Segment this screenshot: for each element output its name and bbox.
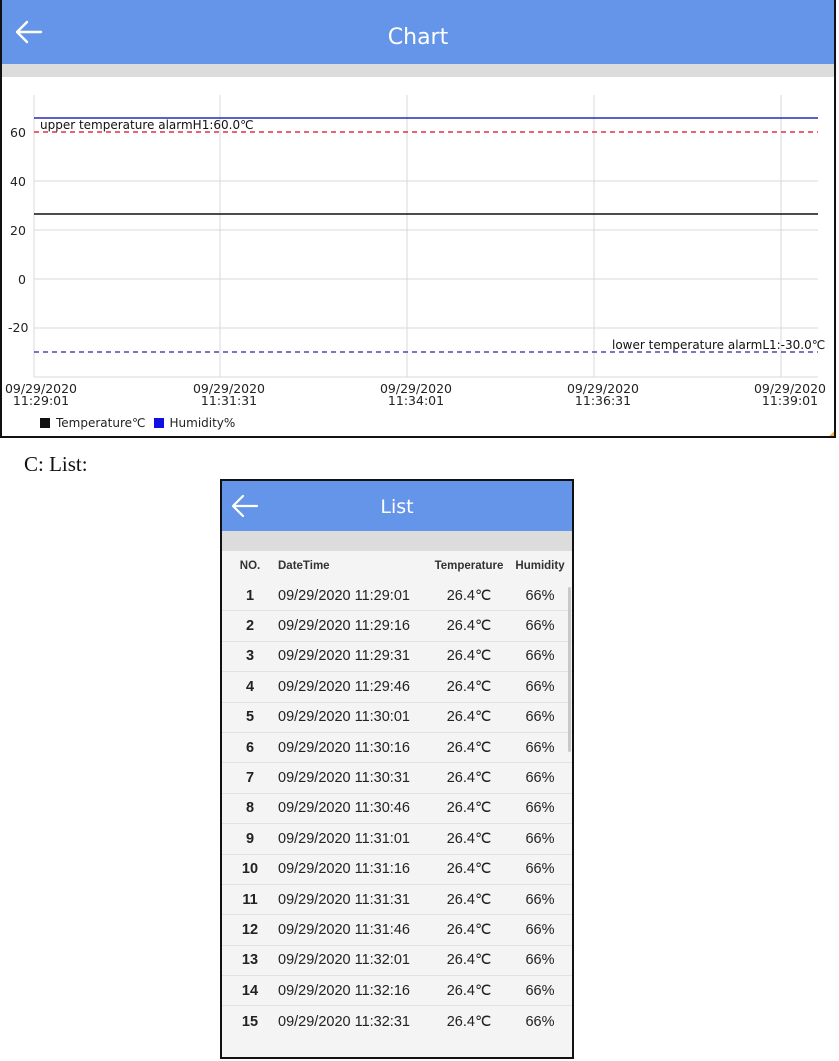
y-tick-0: 0 xyxy=(18,272,26,287)
table-row[interactable] xyxy=(222,824,572,854)
section-caption: C: List: xyxy=(24,452,88,476)
cell-humidity: 66% xyxy=(525,800,555,817)
legend-label: Temperature℃ xyxy=(56,416,146,430)
x-tick xyxy=(558,383,648,407)
cell-no: 15 xyxy=(241,1013,259,1030)
cell-no: 6 xyxy=(245,739,255,756)
table-row[interactable] xyxy=(222,763,572,793)
cell-no: 8 xyxy=(245,800,255,817)
legend-swatch-humidity xyxy=(154,418,164,428)
cell-datetime: 09/29/2020 11:30:01 xyxy=(278,709,410,726)
page-title: List xyxy=(380,496,414,518)
lower-alarm-label: lower temperature alarmL1:-30.0℃ xyxy=(612,338,826,352)
cell-temperature: 26.4℃ xyxy=(446,587,492,604)
cell-datetime: 09/29/2020 11:32:31 xyxy=(278,1013,410,1030)
x-tick-date: 09/29/2020 xyxy=(566,381,640,396)
cell-temperature: 26.4℃ xyxy=(446,1013,492,1030)
cell-temperature: 26.4℃ xyxy=(446,891,492,908)
table-body xyxy=(222,581,572,1037)
x-tick-date: 09/29/2020 xyxy=(192,381,266,396)
divider-band xyxy=(2,64,834,77)
table-header xyxy=(222,551,572,581)
cell-humidity: 66% xyxy=(525,648,555,665)
cell-datetime: 09/29/2020 11:31:01 xyxy=(278,830,410,847)
cell-no: 12 xyxy=(241,921,259,938)
cell-no: 10 xyxy=(241,861,259,878)
table-row[interactable] xyxy=(222,855,572,885)
cell-datetime: 09/29/2020 11:29:01 xyxy=(278,587,410,604)
y-tick-40: 40 xyxy=(10,174,26,189)
cell-temperature: 26.4℃ xyxy=(446,830,492,847)
cell-humidity: 66% xyxy=(525,952,555,969)
cell-humidity: 66% xyxy=(525,770,555,787)
cell-humidity: 66% xyxy=(525,739,555,756)
legend-label: Humidity% xyxy=(169,416,236,430)
cell-datetime: 09/29/2020 11:29:31 xyxy=(278,648,410,665)
cell-no: 9 xyxy=(245,830,255,847)
x-tick-time: 11:34:01 xyxy=(387,393,445,408)
x-tick xyxy=(0,383,86,407)
cell-datetime: 09/29/2020 11:30:31 xyxy=(278,770,410,787)
x-tick-time: 11:29:01 xyxy=(12,393,70,408)
cell-datetime: 09/29/2020 11:31:16 xyxy=(278,861,410,878)
list-app-bar xyxy=(222,481,572,531)
cell-datetime: 09/29/2020 11:32:01 xyxy=(278,952,410,969)
legend-item-humidity[interactable] xyxy=(154,416,236,430)
y-tick-20: 20 xyxy=(10,223,26,238)
cell-temperature: 26.4℃ xyxy=(446,770,492,787)
page-title: Chart xyxy=(387,25,449,50)
table-row[interactable] xyxy=(222,794,572,824)
y-tick-60: 60 xyxy=(10,125,26,140)
table-row[interactable] xyxy=(222,642,572,672)
cell-datetime: 09/29/2020 11:31:31 xyxy=(278,891,410,908)
cell-humidity: 66% xyxy=(525,618,555,635)
column-header-humidity[interactable]: Humidity xyxy=(515,560,565,572)
cell-datetime: 09/29/2020 11:30:16 xyxy=(278,739,410,756)
cell-temperature: 26.4℃ xyxy=(446,648,492,665)
legend-item-temperature[interactable] xyxy=(40,416,146,430)
chart-screen xyxy=(0,0,836,438)
cell-humidity: 66% xyxy=(525,1013,555,1030)
cell-temperature: 26.4℃ xyxy=(446,952,492,969)
table-row[interactable] xyxy=(222,703,572,733)
cell-humidity: 66% xyxy=(525,982,555,999)
line-chart[interactable] xyxy=(2,77,836,438)
column-header-temperature[interactable]: Temperature xyxy=(434,560,504,572)
x-tick-date: 09/29/2020 xyxy=(379,381,453,396)
cell-no: 3 xyxy=(245,648,255,665)
table-row[interactable] xyxy=(222,1006,572,1036)
cell-datetime: 09/29/2020 11:31:46 xyxy=(278,921,410,938)
cell-no: 11 xyxy=(242,891,258,908)
divider-band xyxy=(222,531,572,551)
table-row[interactable] xyxy=(222,915,572,945)
y-tick-minus-20: -20 xyxy=(8,320,29,335)
cell-humidity: 66% xyxy=(525,861,555,878)
cell-temperature: 26.4℃ xyxy=(446,861,492,878)
x-tick xyxy=(371,383,461,407)
cell-temperature: 26.4℃ xyxy=(446,800,492,817)
cell-temperature: 26.4℃ xyxy=(446,678,492,695)
x-tick-date: 09/29/2020 xyxy=(4,381,78,396)
x-tick-date: 09/29/2020 xyxy=(753,381,827,396)
chart-legend xyxy=(40,416,243,430)
cell-datetime: 09/29/2020 11:32:16 xyxy=(278,982,410,999)
x-tick-time: 11:39:01 xyxy=(761,393,819,408)
chart-app-bar xyxy=(2,0,834,64)
cell-no: 5 xyxy=(245,709,255,726)
cell-humidity: 66% xyxy=(525,587,555,604)
x-tick-time: 11:31:31 xyxy=(200,393,258,408)
cell-no: 14 xyxy=(241,982,259,999)
cell-datetime: 09/29/2020 11:29:16 xyxy=(278,618,410,635)
cell-humidity: 66% xyxy=(525,830,555,847)
table-row[interactable] xyxy=(222,611,572,641)
cell-temperature: 26.4℃ xyxy=(446,709,492,726)
cell-temperature: 26.4℃ xyxy=(446,618,492,635)
cell-no: 4 xyxy=(245,678,255,695)
cell-temperature: 26.4℃ xyxy=(446,739,492,756)
list-scrollbar[interactable] xyxy=(568,587,571,752)
cell-datetime: 09/29/2020 11:30:46 xyxy=(278,800,410,817)
table-row[interactable] xyxy=(222,733,572,763)
table-row[interactable] xyxy=(222,946,572,976)
cell-humidity: 66% xyxy=(525,921,555,938)
cell-no: 13 xyxy=(241,952,259,969)
x-tick xyxy=(184,383,274,407)
table-row[interactable] xyxy=(222,885,572,915)
table-row[interactable] xyxy=(222,672,572,702)
cell-no: 2 xyxy=(245,618,255,635)
upper-alarm-label: upper temperature alarmH1:60.0℃ xyxy=(40,118,254,132)
x-tick xyxy=(745,383,835,407)
cell-no: 7 xyxy=(245,770,255,787)
cell-humidity: 66% xyxy=(525,678,555,695)
cell-temperature: 26.4℃ xyxy=(446,982,492,999)
column-header-datetime[interactable]: DateTime xyxy=(278,560,330,572)
x-tick-time: 11:36:31 xyxy=(574,393,632,408)
cell-humidity: 66% xyxy=(525,709,555,726)
list-screen xyxy=(220,479,574,1059)
corner-decoration xyxy=(824,426,836,438)
table-row[interactable] xyxy=(222,581,572,611)
cell-temperature: 26.4℃ xyxy=(446,921,492,938)
table-row[interactable] xyxy=(222,976,572,1006)
cell-humidity: 66% xyxy=(525,891,555,908)
cell-no: 1 xyxy=(245,587,255,604)
cell-datetime: 09/29/2020 11:29:46 xyxy=(278,678,410,695)
column-header-no[interactable]: NO. xyxy=(239,560,261,572)
legend-swatch-temperature xyxy=(40,418,50,428)
